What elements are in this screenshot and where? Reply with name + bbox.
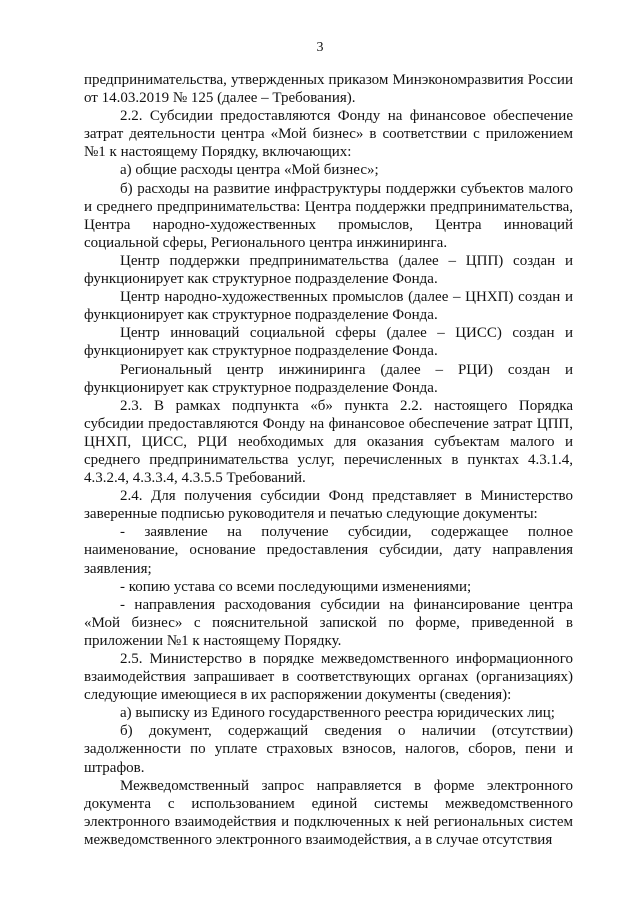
- paragraph: б) расходы на развитие инфраструктуры поддержки субъектов малого и среднего предпринимательства: Центра поддержки предпринимательства, Центра народно-художественных промыслов, Центра инноваций социальной сферы, Регионального центра инжиниринга.: [84, 180, 573, 251]
- page-number: 3: [316, 40, 324, 55]
- paragraph: Межведомственный запрос направляется в форме электронного документа с использованием единой системы межведомственного электронного взаимодействия и подключенных к ней региональных систем межведомственного электронного взаимодействия, а в случае отсутствия: [84, 777, 573, 848]
- paragraph: 2.4. Для получения субсидии Фонд представляет в Министерство заверенные подписью руководителя и печатью следующие документы:: [84, 488, 573, 523]
- paragraph: Центр поддержки предпринимательства (далее – ЦПП) создан и функционирует как структурное подразделение Фонда.: [84, 252, 573, 288]
- paragraph: - заявление на получение субсидии, содержащее полное наименование, основание предоставления субсидии, дату направления заявления;: [84, 524, 573, 577]
- paragraph: 2.2. Субсидии предоставляются Фонду на финансовое обеспечение затрат деятельности центра «Мой бизнес» в соответствии с приложением №1 к настоящему Порядку, включающих:: [84, 108, 573, 161]
- paragraph: - копию устава со всеми последующими изменениями;: [120, 578, 472, 595]
- paragraph: а) выписку из Единого государственного реестра юридических лиц;: [120, 705, 555, 722]
- paragraph: предпринимательства, утвержденных приказом Минэкономразвития России от 14.03.2019 № 125 (далее – Требования).: [84, 72, 573, 107]
- paragraph: - направления расходования субсидии на финансирование центра «Мой бизнес» с пояснительной запиской по форме, приведенной в приложении №1 к настоящему Порядку.: [84, 596, 573, 649]
- paragraph: 2.3. В рамках подпункта «б» пункта 2.2. настоящего Порядка субсидии предоставляются Фонду на финансовое обеспечение затрат ЦПП, ЦНХП, ЦИСС, РЦИ необходимых для оказания субъектам малого и среднего предпринимательства услуг, перечисленных в пунктах 4.3.1.4, 4.3.2.4, 4.3.3.4, 4.3.5.5 Требований.: [84, 397, 573, 487]
- paragraph: Региональный центр инжиниринга (далее – РЦИ) создан и функционирует как структурное подразделение Фонда.: [84, 361, 573, 396]
- paragraph: а) общие расходы центра «Мой бизнес»;: [120, 162, 379, 179]
- paragraph: 2.5. Министерство в порядке межведомственного информационного взаимодействия запрашивает в соответствующих органах (организациях) следующие имеющиеся в их распоряжении документы (сведения):: [84, 651, 573, 704]
- paragraph: Центр инноваций социальной сферы (далее – ЦИСС) создан и функционирует как структурное подразделение Фонда.: [84, 325, 573, 360]
- document-body: [84, 71, 573, 849]
- paragraph: б) документ, содержащий сведения о наличии (отсутствии) задолженности по уплате страховых взносов, налогов, сборов, пени и штрафов.: [84, 723, 573, 776]
- paragraph: Центр народно-художественных промыслов (далее – ЦНХП) создан и функционирует как структурное подразделение Фонда.: [84, 289, 573, 324]
